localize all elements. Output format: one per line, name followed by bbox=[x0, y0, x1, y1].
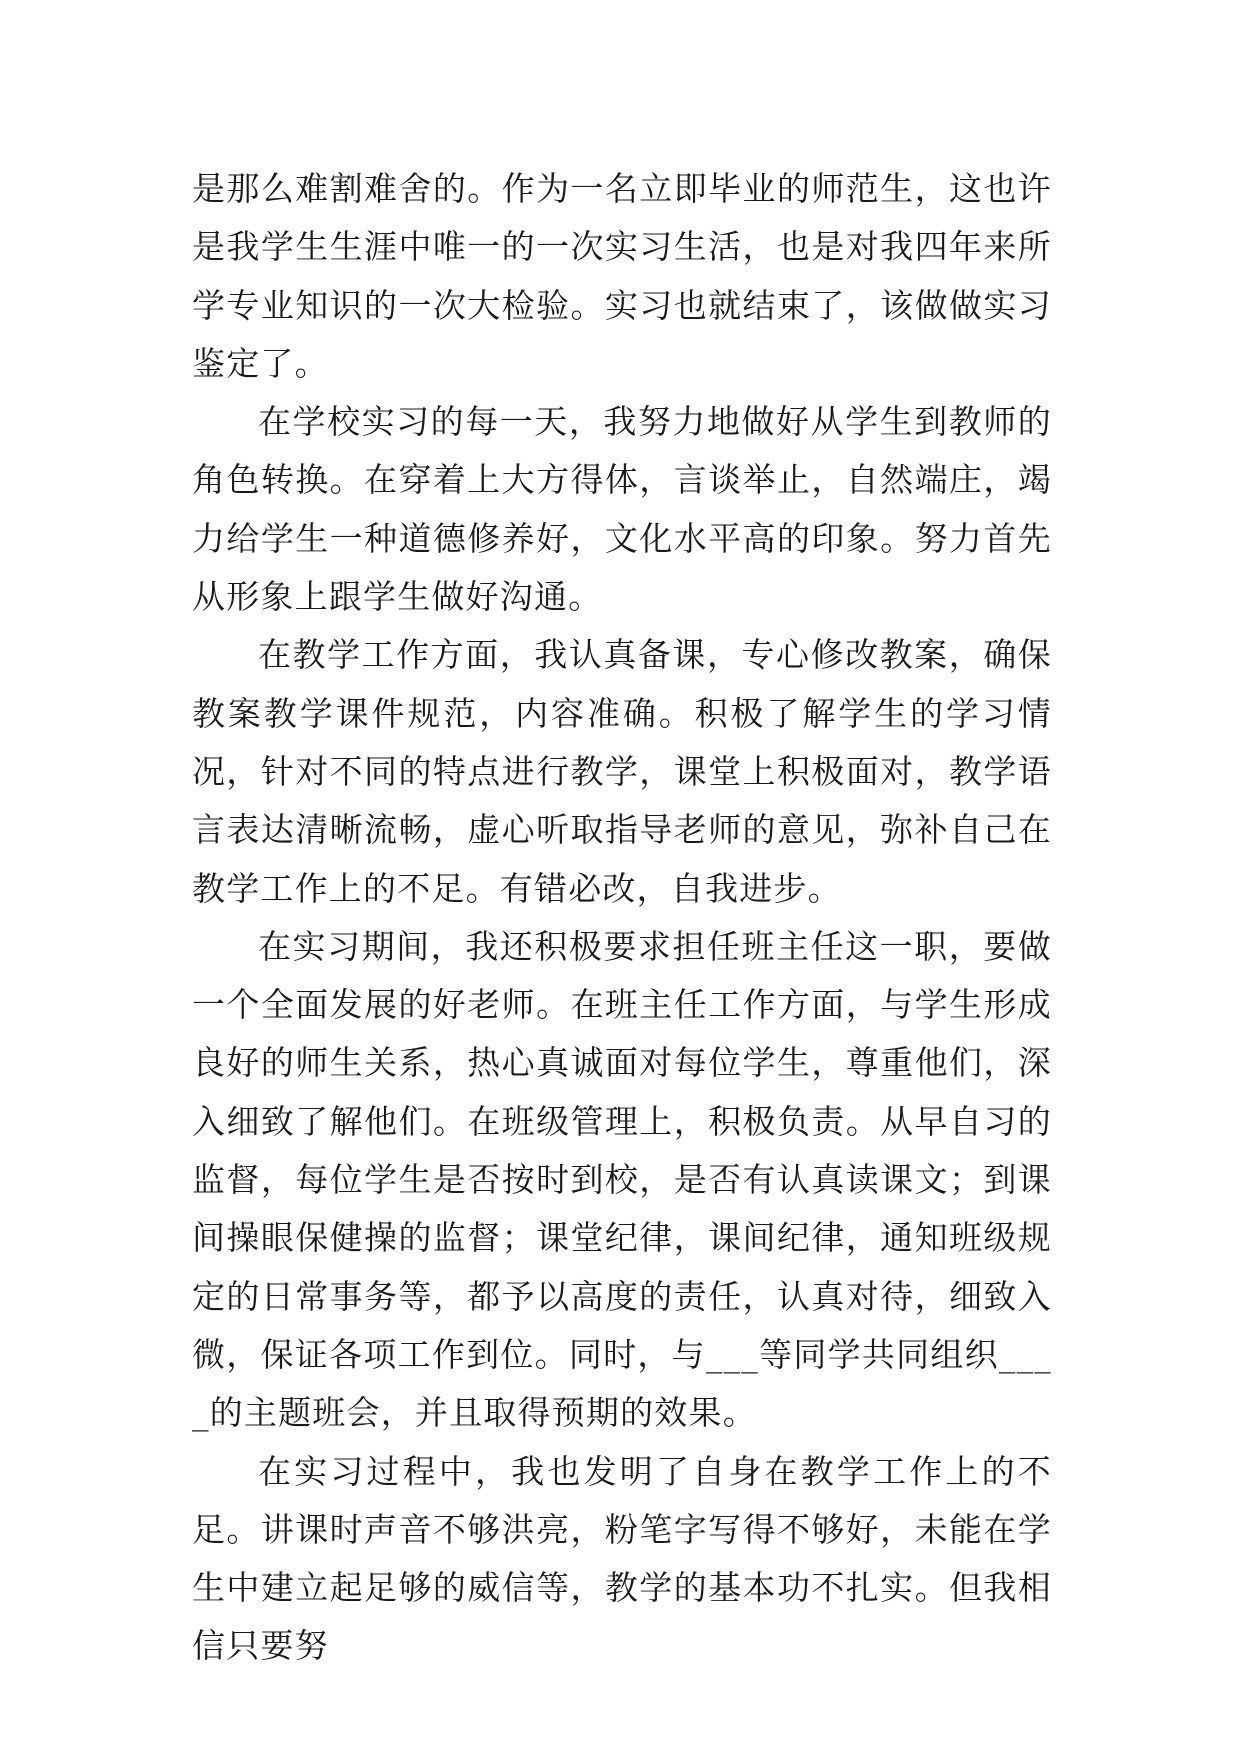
paragraph-class-teacher: 在实习期间，我还积极要求担任班主任这一职，要做一个全面发展的好老师。在班主任工作方面，与学生形成良好的师生关系，热心真诚面对每位学生，尊重他们，深入细致了解他们。在班级管理上，积极负责。从早自习的监督，每位学生是否按时到校，是否有认真读课文；到课间操眼保健操的监督；课堂纪律，课间纪律，通知班级规定的日常事务等，都予以高度的责任，认真对待，细致入微，保证各项工作到位。同时，与___等同学共同组织____的主题班会，并且取得预期的效果。 bbox=[192, 926, 1052, 1433]
paragraph-teaching-work: 在教学工作方面，我认真备课，专心修改教案，确保教案教学课件规范，内容准确。积极了解学生的学习情况，针对不同的特点进行教学，课堂上积极面对，教学语言表达清晰流畅，虚心听取指导老师的意见，弥补自己在教学工作上的不足。有错必改，自我进步。 bbox=[192, 635, 1052, 908]
paragraph-role-transition: 在学校实习的每一天，我努力地做好从学生到教师的角色转换。在穿着上大方得体，言谈举止，自然端庄，竭力给学生一种道德修养好，文化水平高的印象。努力首先从形象上跟学生做好沟通。 bbox=[192, 402, 1052, 617]
document-body bbox=[192, 160, 1052, 1676]
paragraph-shortcomings: 在实习过程中，我也发明了自身在教学工作上的不足。讲课时声音不够洪亮，粉笔字写得不够好，未能在学生中建立起足够的威信等，教学的基本功不扎实。但我相信只要努 bbox=[192, 1451, 1052, 1666]
paragraph-continuation: 是那么难割难舍的。作为一名立即毕业的师范生，这也许是我学生生涯中唯一的一次实习生活，也是对我四年来所学专业知识的一次大检验。实习也就结束了，该做做实习鉴定了。 bbox=[192, 169, 1052, 383]
